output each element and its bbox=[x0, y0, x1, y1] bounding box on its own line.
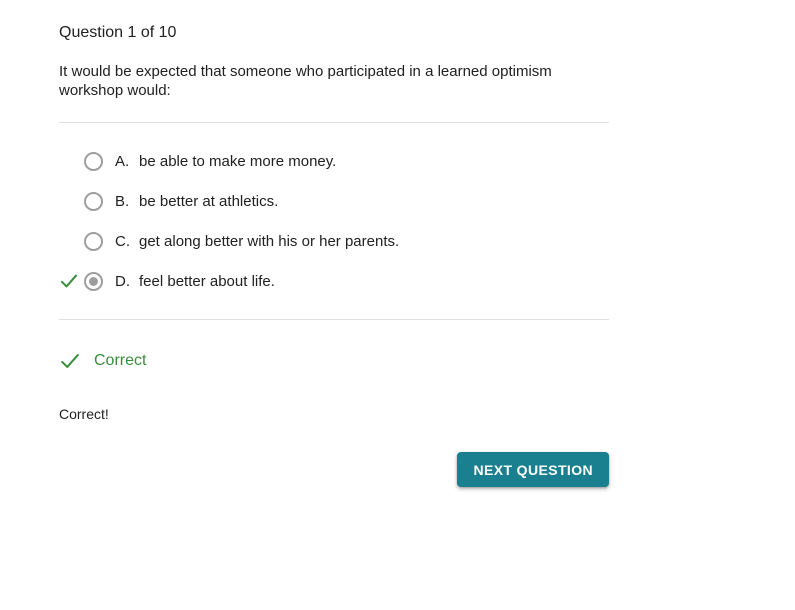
option-radio-c[interactable] bbox=[84, 232, 103, 251]
feedback-text: Correct! bbox=[59, 406, 109, 422]
question-progress: Question 1 of 10 bbox=[59, 24, 177, 41]
option-radio-a[interactable] bbox=[84, 152, 103, 171]
option-text: be better at athletics. bbox=[139, 192, 279, 210]
option-text: be able to make more money. bbox=[139, 152, 337, 170]
check-slot bbox=[59, 190, 84, 212]
button-row bbox=[59, 452, 609, 487]
option-row-b[interactable] bbox=[59, 181, 609, 221]
option-letter: C. bbox=[115, 232, 130, 250]
check-slot bbox=[59, 150, 84, 172]
result-status bbox=[59, 350, 609, 372]
option-row-a[interactable] bbox=[59, 141, 609, 181]
option-letter: A. bbox=[115, 152, 130, 170]
correct-check-icon bbox=[59, 270, 84, 292]
option-text: get along better with his or her parents. bbox=[139, 232, 400, 250]
result-status-label: Correct bbox=[94, 352, 147, 369]
option-letter: B. bbox=[115, 192, 130, 210]
quiz-panel bbox=[59, 0, 609, 487]
option-radio-d[interactable] bbox=[84, 272, 103, 291]
check-slot bbox=[59, 230, 84, 252]
option-letter: D. bbox=[115, 272, 130, 290]
divider-top bbox=[59, 122, 609, 123]
option-row-d[interactable] bbox=[59, 261, 609, 301]
next-question-button[interactable]: NEXT QUESTION bbox=[457, 452, 609, 487]
options-list bbox=[59, 141, 609, 301]
option-text: feel better about life. bbox=[139, 272, 275, 290]
question-text: It would be expected that someone who participated in a learned optimism workshop would: bbox=[59, 63, 552, 99]
correct-status-check-icon bbox=[59, 350, 81, 372]
divider-bottom bbox=[59, 319, 609, 320]
option-radio-b[interactable] bbox=[84, 192, 103, 211]
option-row-c[interactable] bbox=[59, 221, 609, 261]
